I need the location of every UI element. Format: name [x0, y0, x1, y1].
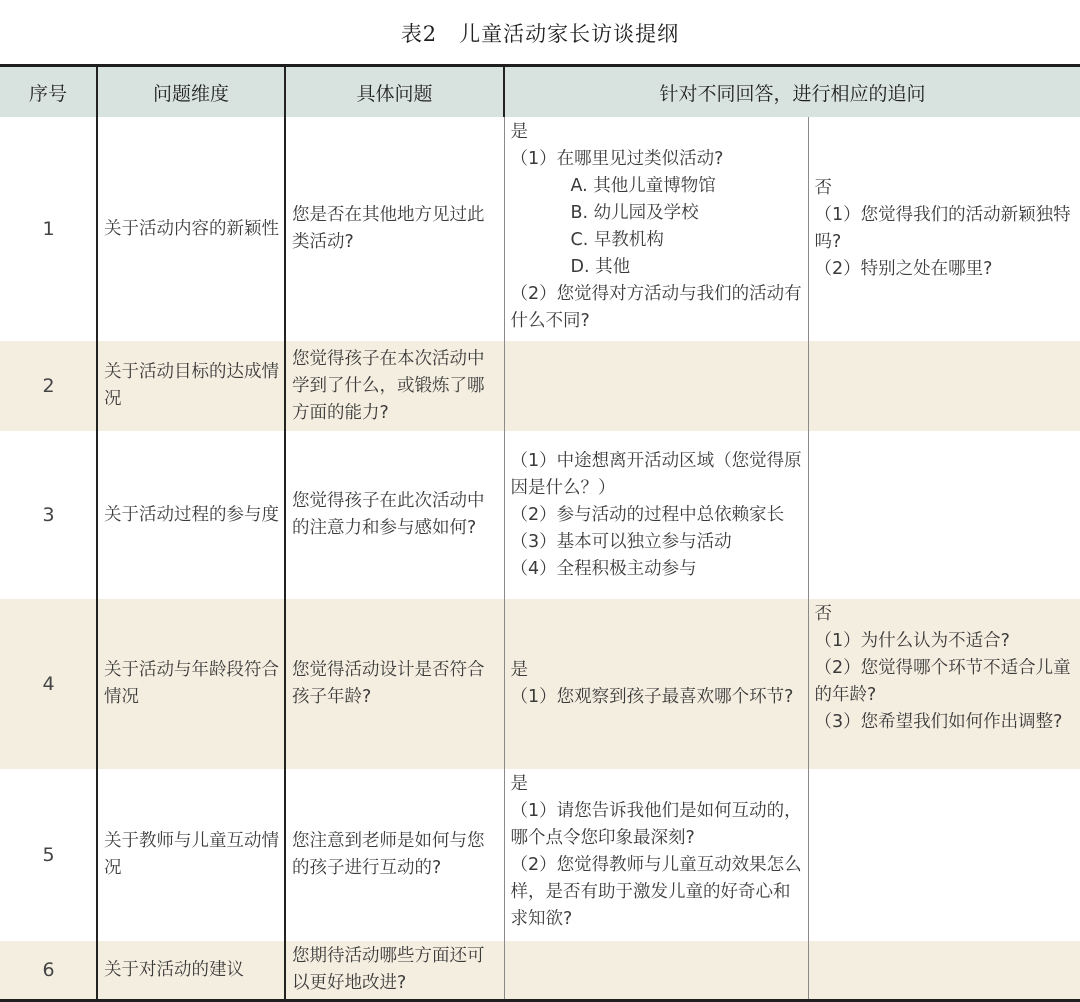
question-cell: 您觉得孩子在此次活动中的注意力和参与感如何? [285, 431, 504, 599]
table-caption: 表2 儿童活动家长访谈提纲 [400, 22, 680, 46]
followup-line: （3）基本可以独立参与活动 [510, 531, 732, 552]
followup-no-cell [808, 117, 1080, 341]
followup-line: 否 [814, 604, 832, 624]
followup-yes-cell [504, 117, 808, 341]
option-b: B. 幼儿园及学校 [570, 203, 699, 223]
header-row [0, 66, 1080, 118]
table-row [0, 941, 1080, 1001]
question-cell: 您觉得孩子在本次活动中学到了什么，或锻炼了哪方面的能力? [285, 341, 504, 431]
followup-line: （1）为什么认为不适合? [814, 631, 1010, 651]
followup-line: （2）您觉得教师与儿童互动效果怎么样，是否有助于激发儿童的好奇心和求知欲? [510, 855, 802, 929]
dimension-cell: 关于活动过程的参与度 [97, 431, 285, 599]
followup-line: 否 [814, 178, 832, 198]
dimension-cell: 关于对活动的建议 [97, 941, 285, 1001]
dimension-cell: 关于教师与儿童互动情况 [97, 769, 285, 941]
question-cell: 您是否在其他地方见过此类活动? [285, 117, 504, 341]
table-row [0, 599, 1080, 769]
followup-yes-cell [504, 941, 808, 1001]
header-number: 序号 [0, 66, 97, 118]
followup-no-cell [808, 431, 1080, 599]
interview-outline-table [0, 64, 1080, 1002]
followup-yes-cell [504, 599, 808, 769]
followup-line: （2）您觉得对方活动与我们的活动有什么不同? [510, 284, 802, 331]
followup-line: （2）特别之处在哪里? [814, 259, 993, 279]
row-number: 5 [0, 769, 97, 941]
followup-line: （1）中途想离开活动区域（您觉得原因是什么？） [510, 450, 802, 498]
row-number: 1 [0, 117, 97, 341]
question-cell: 您觉得活动设计是否符合孩子年龄? [285, 599, 504, 769]
row-number: 6 [0, 941, 97, 1001]
followup-line: 是 [510, 660, 528, 680]
followup-line: （1）请您告诉我他们是如何互动的，哪个点令您印象最深刻? [510, 801, 802, 848]
followup-line: （2）您觉得哪个环节不适合儿童的年龄? [814, 658, 1071, 705]
question-cell: 您注意到老师是如何与您的孩子进行互动的? [285, 769, 504, 941]
followup-line: 是 [510, 774, 528, 794]
followup-no-cell [808, 941, 1080, 1001]
option-a: A. 其他儿童博物馆 [570, 176, 716, 196]
dimension-cell: 关于活动内容的新颖性 [97, 117, 285, 341]
followup-line: （1）您觉得我们的活动新颖独特吗? [814, 205, 1071, 252]
followup-yes-cell [504, 341, 808, 431]
option-d: D. 其他 [570, 257, 631, 277]
table-row [0, 769, 1080, 941]
followup-line: 是 [510, 122, 528, 142]
followup-line: （1）在哪里见过类似活动? [510, 149, 724, 169]
followup-no-cell [808, 769, 1080, 941]
dimension-cell: 关于活动目标的达成情况 [97, 341, 285, 431]
header-dimension: 问题维度 [97, 66, 285, 118]
followup-yes-cell [504, 431, 808, 599]
followup-line: （2）参与活动的过程中总依赖家长 [510, 504, 785, 525]
followup-line: （4）全程积极主动参与 [510, 558, 697, 579]
table-row [0, 117, 1080, 341]
header-question: 具体问题 [285, 66, 504, 118]
table-row [0, 431, 1080, 599]
row-number: 3 [0, 431, 97, 599]
row-number: 4 [0, 599, 97, 769]
followup-no-cell [808, 341, 1080, 431]
header-followup: 针对不同回答，进行相应的追问 [504, 66, 1080, 118]
option-c: C. 早教机构 [570, 230, 664, 250]
followup-line: （3）您希望我们如何作出调整? [814, 712, 1063, 732]
followup-yes-cell [504, 769, 808, 941]
dimension-cell: 关于活动与年龄段符合情况 [97, 599, 285, 769]
followup-line: （1）您观察到孩子最喜欢哪个环节? [510, 687, 794, 707]
followup-no-cell [808, 599, 1080, 769]
table-row [0, 341, 1080, 431]
question-cell: 您期待活动哪些方面还可以更好地改进? [285, 941, 504, 1001]
row-number: 2 [0, 341, 97, 431]
